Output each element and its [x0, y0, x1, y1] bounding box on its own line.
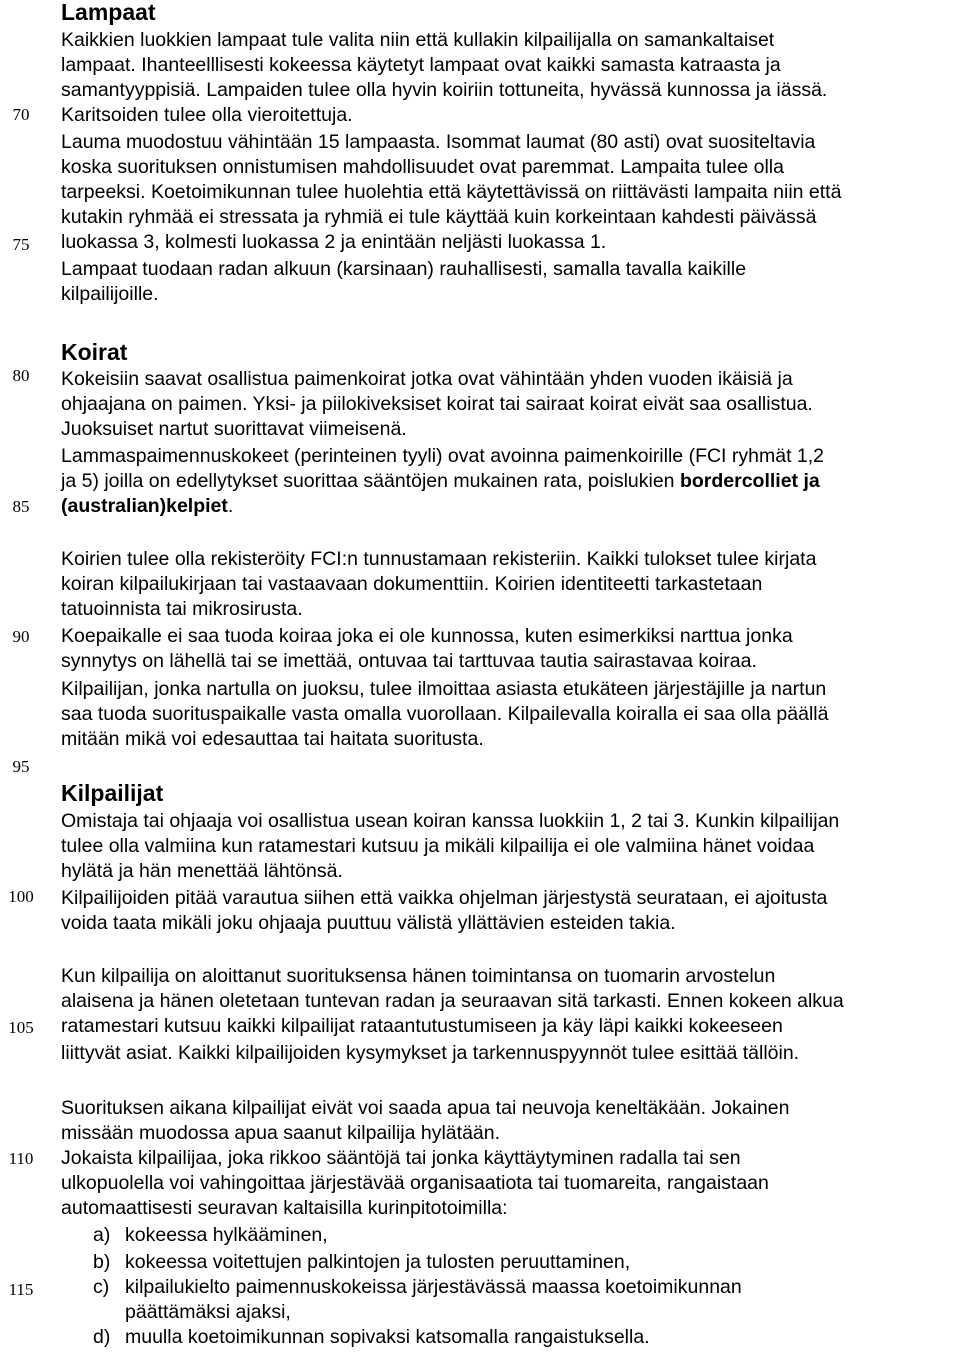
text-line: Omistaja tai ohjaaja voi osallistua usean koiran kanssa luokkiin 1, 2 tai 3. Kunkin kilpailijan [61, 810, 840, 832]
line-number: 115 [8, 1280, 34, 1299]
text-line: liittyvät asiat. Kaikki kilpailijoiden kysymykset ja tarkennuspyynnöt tulee esittää tällöin. [61, 1042, 800, 1064]
text-line-mixed [61, 469, 820, 494]
text-line: ratamestari kutsuu kaikki kilpailijat rataantutustumiseen ja käy läpi kaikki kokeeseen [61, 1015, 783, 1037]
text-line: Jokaista kilpailijaa, joka rikkoo sääntöjä tai jonka käyttäytyminen radalla tai sen [61, 1147, 741, 1169]
text-line: ulkopuolella voi vahingoittaa järjestävää organisaatiota tai tuomareita, rangaistaan [61, 1172, 769, 1194]
text-line: kutakin ryhmää ei stressata ja ryhmiä ei tule käyttää kuin korkeintaan kahdesti päivässä [61, 206, 817, 228]
list-marker: c) [93, 1276, 110, 1298]
text-line: Kilpailijan, jonka nartulla on juoksu, tulee ilmoittaa asiasta etukäteen järjestäjille ja nartun [61, 678, 827, 700]
text-line: tatuoinnista tai mikrosirusta. [61, 598, 303, 620]
line-number: 85 [12, 497, 30, 516]
text-line: automaattisesti seuravan kaltaisilla kurinpitotoimilla: [61, 1197, 508, 1219]
list-item-continuation: päättämäksi ajaksi, [125, 1301, 291, 1323]
list-item: kilpailukielto paimennuskokeissa järjestävässä maassa koetoimikunnan [125, 1276, 742, 1298]
text-line: Koirien tulee olla rekisteröity FCI:n tunnustamaan rekisteriin. Kaikki tulokset tulee kirjata [61, 548, 817, 570]
text-line: Lauma muodostuu vähintään 15 lampaasta. Isommat laumat (80 asti) ovat suositeltavia [61, 131, 816, 153]
line-number: 100 [8, 887, 34, 906]
text-line: koiran kilpailukirjaan tai vastaavaan dokumenttiin. Koirien identiteetti tarkastetaan [61, 573, 763, 595]
line-number: 95 [12, 757, 30, 776]
text-segment: ja 5) joilla on edellytykset suorittaa sääntöjen mukainen rata, poislukien [61, 470, 680, 492]
section-heading-koirat: Koirat [61, 339, 128, 365]
text-line: ohjaajana on paimen. Yksi- ja piilokiveksiset koirat tai sairaat koirat eivät saa osallistua. [61, 393, 813, 415]
text-line: kilpailijoille. [61, 283, 159, 305]
text-line: Karitsoiden tulee olla vieroitettuja. [61, 104, 353, 126]
text-line: Lampaat tuodaan radan alkuun (karsinaan) rauhallisesti, samalla tavalla kaikille [61, 258, 747, 280]
text-line: voida taata mikäli joku ohjaaja puuttuu välistä yllättävien esteiden takia. [61, 912, 676, 934]
line-number: 105 [8, 1018, 34, 1037]
text-line: Juoksuiset nartut suorittavat viimeisenä. [61, 418, 407, 440]
text-line: lampaat. Ihanteelllisesti kokeessa käytetyt lampaat ovat kaikki samasta katraasta ja [61, 54, 781, 76]
text-line-mixed [61, 494, 233, 519]
text-line: missään muodossa apua saanut kilpailija hylätään. [61, 1122, 501, 1144]
section-heading-kilpailijat: Kilpailijat [61, 780, 164, 806]
line-number: 90 [12, 627, 30, 646]
text-line: koska suorituksen onnistumisen mahdollisuudet ovat paremmat. Lampaita tulee olla [61, 156, 784, 178]
text-line: hylätä ja hän menettää lähtönsä. [61, 860, 343, 882]
line-number: 80 [12, 366, 30, 385]
list-marker: b) [93, 1251, 111, 1273]
text-line: Koepaikalle ei saa tuoda koiraa joka ei ole kunnossa, kuten esimerkiksi narttua jonka [61, 625, 793, 647]
text-line: mitään mikä voi edesauttaa tai haitata suoritusta. [61, 728, 484, 750]
text-line: Kaikkien luokkien lampaat tule valita niin että kullakin kilpailijalla on samankaltaiset [61, 29, 775, 51]
text-segment: . [227, 495, 234, 517]
text-line: alaisena ja hänen oletetaan tuntevan radan ja seuraavan sitä tarkasti. Ennen kokeen alkua [61, 990, 844, 1012]
text-line: Lammaspaimennuskokeet (perinteinen tyyli) ovat avoinna paimenkoirille (FCI ryhmät 1,2 [61, 445, 825, 467]
text-line: saa tuoda suorituspaikalle vasta omalla vuorollaan. Kilpailevalla koiralla ei saa olla päällä [61, 703, 829, 725]
list-item: muulla koetoimikunnan sopivaksi katsomalla rangaistuksella. [125, 1326, 650, 1348]
text-line: luokassa 3, kolmesti luokassa 2 ja enintään neljästi luokassa 1. [61, 231, 607, 253]
list-item: kokeessa voitettujen palkintojen ja tulosten peruuttaminen, [125, 1251, 631, 1273]
text-line: synnytys on lähellä tai se imettää, ontuvaa tai tarttuvaa tautia sairastavaa koiraa. [61, 650, 757, 672]
line-number: 110 [8, 1149, 34, 1168]
text-line: Kun kilpailija on aloittanut suorituksensa hänen toimintansa on tuomarin arvostelun [61, 965, 776, 987]
line-number: 75 [12, 235, 30, 254]
text-line: Kokeisiin saavat osallistua paimenkoirat jotka ovat vähintään yhden vuoden ikäisiä ja [61, 368, 793, 390]
bold-breed-text: bordercolliet ja [679, 470, 820, 492]
list-item: kokeessa hylkääminen, [125, 1224, 328, 1246]
list-marker: a) [93, 1224, 111, 1246]
text-line: Suorituksen aikana kilpailijat eivät voi saada apua tai neuvoja keneltäkään. Jokainen [61, 1097, 790, 1119]
text-line: Kilpailijoiden pitää varautua siihen että vaikka ohjelman järjestystä seurataan, ei ajoitusta [61, 887, 828, 909]
text-line: samantyyppisiä. Lampaiden tulee olla hyvin koiriin tottuneita, hyvässä kunnossa ja iässä. [61, 79, 828, 101]
text-line: tarpeeksi. Koetoimikunnan tulee huolehtia että käytettävissä on riittävästi lampaita niin että [61, 181, 842, 203]
text-line: tulee olla valmiina kun ratamestari kutsuu ja mikäli kilpailija ei ole valmiina hänet voidaa [61, 835, 815, 857]
line-number: 70 [12, 105, 30, 124]
bold-breed-text: (australian)kelpiet [61, 495, 228, 517]
section-heading-lampaat: Lampaat [61, 0, 156, 25]
list-marker: d) [93, 1326, 111, 1348]
